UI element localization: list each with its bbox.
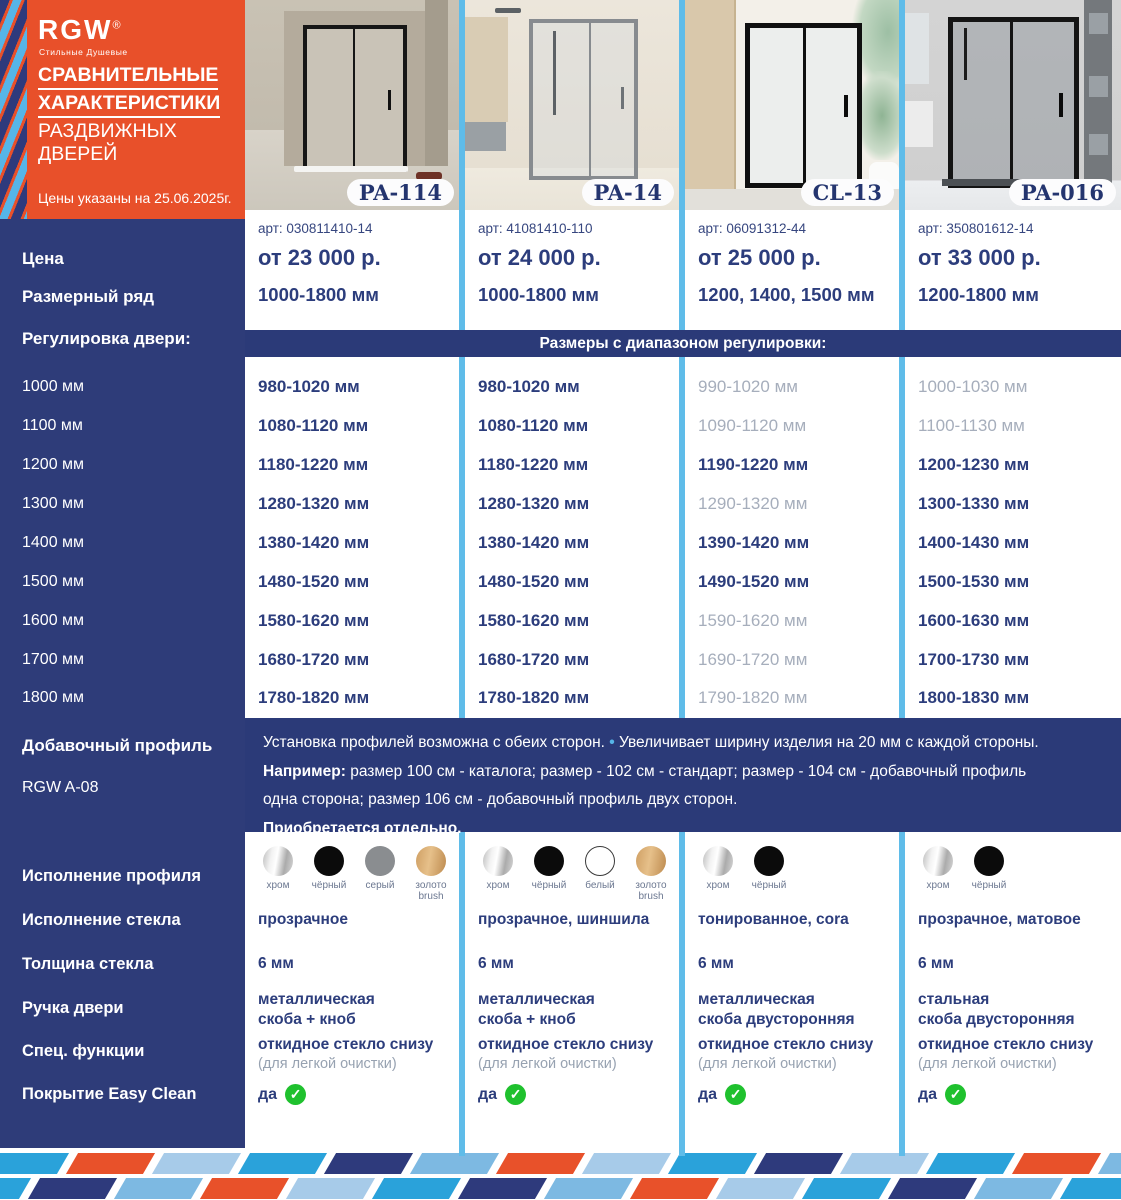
adjustment-values (258, 368, 369, 718)
decorative-edge-pattern (0, 0, 27, 219)
product-model-badge: PA-14 (582, 179, 675, 206)
product-column-pa114 (245, 0, 459, 1148)
footer-stripe-row (0, 1178, 1121, 1199)
adjust-value: 1190-1220 мм (698, 455, 809, 475)
black-swatch-icon (754, 846, 784, 876)
adjustment-range-banner: Размеры с диапазоном регулировки: (245, 330, 1121, 357)
easy-clean-value: да ✓ (698, 1084, 746, 1105)
easy-clean-value: да ✓ (478, 1084, 526, 1105)
special-function-note: (для легкой очистки) (478, 1056, 617, 1072)
shower-door-graphic (745, 23, 862, 188)
profile-color-swatches: хром чёрный (918, 846, 1009, 891)
chrome-swatch-icon (483, 846, 513, 876)
sidebar (0, 0, 245, 1148)
glass-type: прозрачное (258, 911, 348, 928)
special-function-note: (для легкой очистки) (918, 1056, 1057, 1072)
chrome-swatch-icon (263, 846, 293, 876)
page-title: СРАВНИТЕЛЬНЫЕ ХАРАКТЕРИСТИКИ РАЗДВИЖНЫХ ДВЕРЕЙ (38, 64, 221, 165)
adjust-value: 1280-1320 мм (258, 494, 370, 514)
footer-stripe-row (0, 1153, 1121, 1174)
shower-door-graphic (529, 19, 638, 180)
row-label-profile-finish: Исполнение профиля (22, 867, 201, 885)
row-label-glass-thickness: Толщина стекла (22, 955, 154, 973)
shower-door-graphic (303, 25, 407, 172)
product-size-range: 1000-1800 мм (258, 284, 379, 305)
special-function: откидное стекло снизу (258, 1036, 434, 1053)
product-price: от 24 000 р. (478, 245, 601, 270)
adjustment-values (478, 368, 589, 718)
adjust-value: 1380-1420 мм (258, 532, 370, 552)
door-handle: стальная скоба двусторонняя (918, 991, 1075, 1028)
special-function-note: (для легкой очистки) (698, 1056, 837, 1072)
product-column-pa016 (905, 0, 1121, 1148)
easy-clean-value: да ✓ (258, 1084, 306, 1105)
size-label: 1100 мм (22, 417, 83, 435)
chrome-swatch-icon (923, 846, 953, 876)
brand-tagline: Стильные Душевые (39, 47, 128, 57)
product-size-range: 1200, 1400, 1500 мм (698, 284, 875, 305)
row-label-price: Цена (22, 249, 64, 268)
adjust-value: 1590-1620 мм (698, 610, 808, 630)
adjust-value: 1690-1720 мм (698, 649, 808, 669)
gold-swatch-icon (636, 846, 666, 876)
product-photo (465, 0, 679, 210)
adjust-value: 980-1020 мм (478, 377, 580, 397)
product-model-badge: PA-016 (1009, 179, 1116, 206)
adjust-value: 1800-1830 мм (918, 688, 1030, 708)
row-label-extra-profile: Добавочный профиль (22, 736, 213, 755)
product-photo (905, 0, 1121, 210)
product-photo (245, 0, 459, 210)
size-label: 1400 мм (22, 533, 85, 551)
product-model-badge: PA-114 (347, 179, 454, 206)
glass-type: тонированное, cora (698, 911, 849, 928)
product-art-number: арт: 41081410-110 (478, 221, 593, 236)
check-icon: ✓ (725, 1084, 746, 1105)
glass-type: прозрачное, шиншила (478, 911, 650, 928)
adjustment-values (918, 368, 1029, 718)
size-label: 1800 мм (22, 689, 85, 707)
gray-swatch-icon (365, 846, 395, 876)
adjust-value: 1290-1320 мм (698, 494, 808, 514)
special-function: откидное стекло снизу (698, 1036, 874, 1053)
glass-thickness: 6 мм (478, 955, 514, 972)
product-art-number: арт: 06091312-44 (698, 221, 806, 236)
adjust-value: 1780-1820 мм (478, 688, 590, 708)
profile-color-swatches: хром чёрный серый золото brush (258, 846, 451, 902)
check-icon: ✓ (945, 1084, 966, 1105)
row-label-door-handle: Ручка двери (22, 999, 124, 1017)
door-handle: металлическая скоба + кноб (478, 991, 595, 1028)
glass-thickness: 6 мм (918, 955, 954, 972)
glass-type: прозрачное, матовое (918, 911, 1081, 928)
adjust-value: 1600-1630 мм (918, 610, 1030, 630)
special-function: откидное стекло снизу (918, 1036, 1094, 1053)
product-photo (685, 0, 899, 210)
adjust-value: 990-1020 мм (698, 377, 798, 397)
adjust-value: 980-1020 мм (258, 377, 360, 397)
special-function: откидное стекло снизу (478, 1036, 654, 1053)
glass-thickness: 6 мм (698, 955, 734, 972)
adjust-value: 1580-1620 мм (478, 610, 590, 630)
product-column-pa14 (465, 0, 679, 1148)
product-size-range: 1000-1800 мм (478, 284, 599, 305)
row-label-special-functions: Спец. функции (22, 1042, 145, 1060)
adjust-value: 1580-1620 мм (258, 610, 370, 630)
bullet-separator: • (609, 734, 615, 751)
adjust-value: 1390-1420 мм (698, 532, 810, 552)
adjust-value: 1080-1120 мм (478, 416, 589, 436)
adjust-value: 1780-1820 мм (258, 688, 370, 708)
product-art-number: арт: 350801612-14 (918, 221, 1034, 236)
footer-stripe-pattern (0, 1148, 1121, 1200)
black-swatch-icon (974, 846, 1004, 876)
adjust-value: 1680-1720 мм (258, 649, 370, 669)
adjust-value: 1100-1130 мм (918, 416, 1025, 436)
product-art-number: арт: 030811410-14 (258, 221, 373, 236)
adjust-value: 1500-1530 мм (918, 571, 1030, 591)
size-label: 1700 мм (22, 650, 85, 668)
check-icon: ✓ (285, 1084, 306, 1105)
adjustment-values (698, 368, 809, 718)
adjust-value: 1000-1030 мм (918, 377, 1028, 397)
row-label-easy-clean: Покрытие Easy Clean (22, 1085, 197, 1103)
product-size-range: 1200-1800 мм (918, 284, 1039, 305)
size-label: 1600 мм (22, 611, 85, 629)
easy-clean-value: да ✓ (918, 1084, 966, 1105)
adjust-value: 1380-1420 мм (478, 532, 590, 552)
row-label-adjustment: Регулировка двери: (22, 329, 191, 348)
shower-door-graphic (948, 17, 1079, 189)
adjust-value: 1300-1330 мм (918, 494, 1030, 514)
glass-thickness: 6 мм (258, 955, 294, 972)
size-label: 1300 мм (22, 495, 85, 513)
profile-color-swatches: хром чёрный белый золото brush (478, 846, 671, 902)
extra-profile-model: RGW A-08 (22, 779, 99, 796)
adjust-value: 1180-1220 мм (478, 455, 589, 475)
door-handle: металлическая скоба + кноб (258, 991, 375, 1028)
adjust-value: 1280-1320 мм (478, 494, 590, 514)
product-price: от 23 000 р. (258, 245, 381, 270)
black-swatch-icon (534, 846, 564, 876)
row-label-glass-finish: Исполнение стекла (22, 911, 181, 929)
registered-mark: ® (112, 19, 121, 32)
door-handle: металлическая скоба двусторонняя (698, 991, 855, 1028)
adjust-value: 1490-1520 мм (698, 571, 810, 591)
size-label: 1200 мм (22, 456, 85, 474)
check-icon: ✓ (505, 1084, 526, 1105)
adjust-value: 1180-1220 мм (258, 455, 369, 475)
gold-swatch-icon (416, 846, 446, 876)
product-model-badge: CL-13 (801, 179, 894, 206)
adjust-value: 1700-1730 мм (918, 649, 1030, 669)
white-swatch-icon (585, 846, 615, 876)
black-swatch-icon (314, 846, 344, 876)
extra-profile-info-panel: Установка профилей возможна с обеих сторон. • Увеличивает ширину изделия на 20 мм с каждой стороны. Например: размер 100 см - каталога; размер - 102 см - стандарт; размер - 104 см - добавочный профиль одна сторона; размер 106 см - добавочный профиль двух сторон. Приобретается отдельно. (245, 718, 1121, 832)
row-label-size-range: Размерный ряд (22, 287, 155, 306)
product-column-cl13 (685, 0, 899, 1148)
price-date-note: Цены указаны на 25.06.2025г. (38, 190, 232, 206)
special-function-note: (для легкой очистки) (258, 1056, 397, 1072)
adjust-value: 1790-1820 мм (698, 688, 808, 708)
adjust-value: 1090-1120 мм (698, 416, 807, 436)
brand-logo: RGW® (38, 14, 121, 45)
adjust-value: 1080-1120 мм (258, 416, 369, 436)
chrome-swatch-icon (703, 846, 733, 876)
profile-color-swatches: хром чёрный (698, 846, 789, 891)
product-price: от 33 000 р. (918, 245, 1041, 270)
size-labels (22, 368, 84, 718)
header-block (0, 0, 245, 219)
adjust-value: 1680-1720 мм (478, 649, 590, 669)
size-label: 1500 мм (22, 572, 85, 590)
product-price: от 25 000 р. (698, 245, 821, 270)
adjust-value: 1480-1520 мм (478, 571, 590, 591)
adjust-value: 1400-1430 мм (918, 532, 1030, 552)
adjust-value: 1200-1230 мм (918, 455, 1030, 475)
adjust-value: 1480-1520 мм (258, 571, 370, 591)
size-label: 1000 мм (22, 378, 85, 396)
